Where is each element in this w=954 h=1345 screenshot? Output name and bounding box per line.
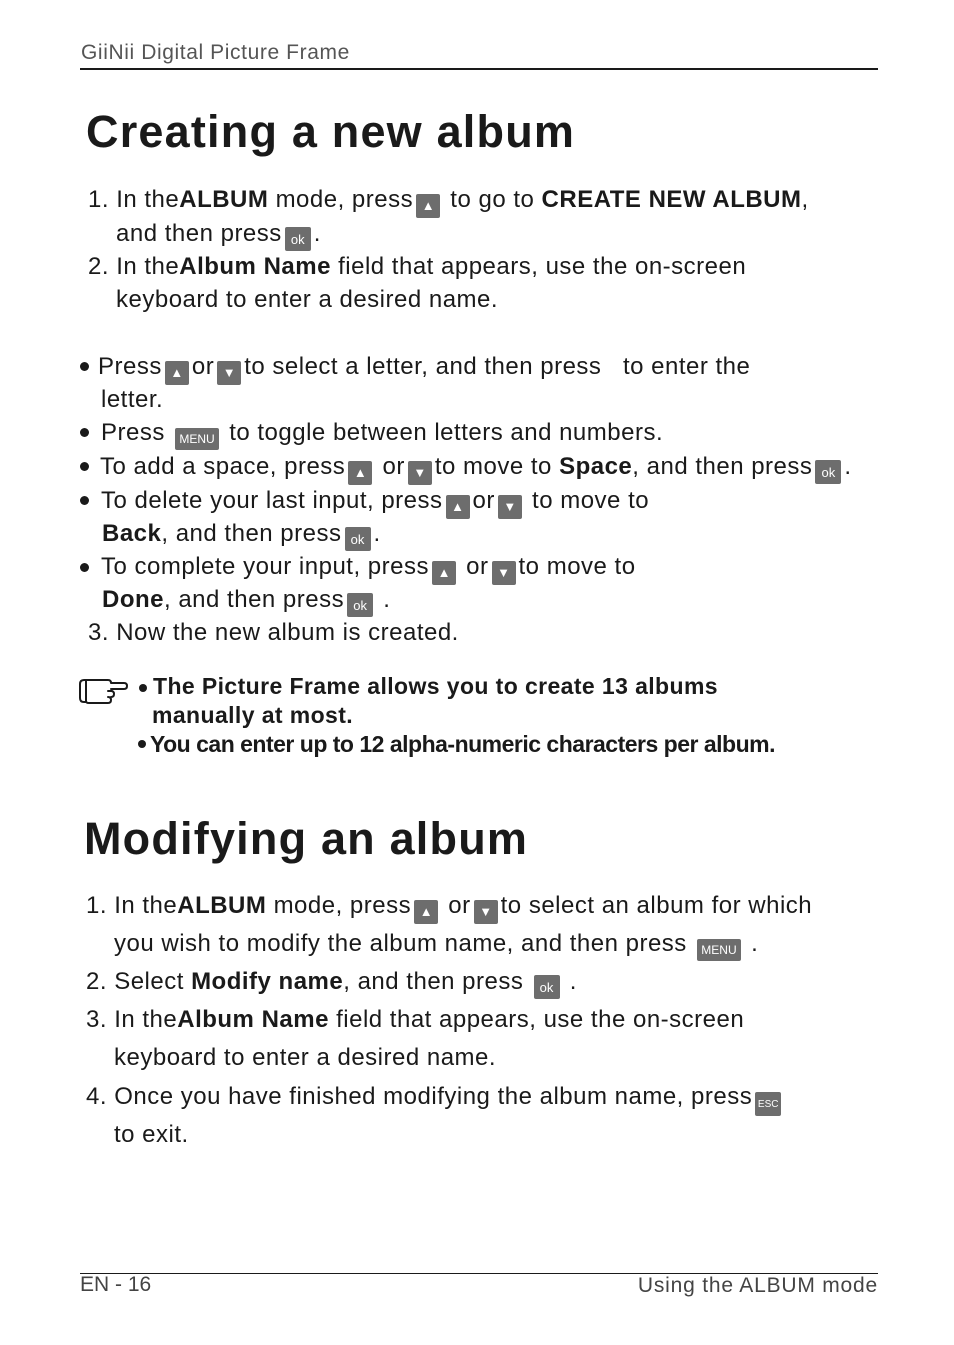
running-footer: Using the ALBUM mode: [637, 1274, 878, 1297]
bullet-text: , and then press: [164, 586, 345, 613]
ok-key-icon: ok: [345, 527, 371, 551]
step-bold: ALBUM: [177, 892, 267, 919]
bullet-text: , and then press: [161, 520, 342, 547]
up-key-icon: ▲: [414, 900, 438, 924]
step-number: 1.: [88, 186, 110, 213]
bullet-bold: Space: [559, 453, 633, 480]
bullet-text: to select a letter, and then press: [244, 353, 602, 380]
step-text: Now the new album is created.: [116, 619, 459, 646]
bullet-3: [100, 452, 852, 485]
create-step-1-line-2: [116, 219, 321, 251]
pointing-hand-icon: [78, 676, 128, 704]
note-1-line-1: The Picture Frame allows you to create 13 albums: [153, 673, 719, 699]
modify-step-3-line-2: keyboard to enter a desired name.: [114, 1044, 497, 1071]
step-text: Select: [114, 968, 184, 995]
bullet-text: To complete your input, press: [101, 553, 429, 580]
step-bold: CREATE NEW ALBUM: [541, 186, 802, 213]
step-text: to go to: [450, 186, 535, 213]
note-1-line-2: manually at most.: [152, 702, 354, 728]
section-heading-modify: Modifying an album: [84, 813, 529, 864]
note-bullet-dot: [139, 684, 147, 692]
menu-key-icon: MENU: [175, 428, 219, 450]
step-bold: Modify name: [191, 968, 344, 995]
bullet-4-line-2: [102, 519, 381, 551]
bullet-4-line-1: [101, 486, 649, 519]
bullet-text: to enter the: [622, 353, 751, 380]
bullet-text: , and then press: [632, 453, 813, 480]
bullet-text: Press: [98, 353, 162, 380]
down-key-icon: ▼: [474, 900, 498, 924]
step-text: you wish to modify the album name, and then press: [114, 930, 687, 957]
up-key-icon: ▲: [416, 194, 440, 218]
bullet-dot: [80, 362, 89, 371]
bullet-text: .: [373, 520, 381, 547]
down-key-icon: ▼: [498, 495, 522, 519]
bullet-5-line-1: [101, 552, 636, 585]
bullet-text: Press: [101, 419, 165, 446]
step-text: In the: [114, 1006, 178, 1033]
modify-step-3-line-1: [86, 1005, 744, 1035]
step-text: and then press: [116, 220, 282, 247]
bullet-text: to move to: [532, 487, 650, 514]
bullet-bold: Back: [102, 520, 162, 547]
down-key-icon: ▼: [217, 361, 241, 385]
step-text: ,: [801, 186, 809, 213]
note-bullet-dot: [138, 740, 146, 748]
step-text: In the: [114, 892, 178, 919]
step-number: 2.: [86, 968, 108, 995]
step-text: Once you have finished modifying the album name, press: [114, 1083, 753, 1110]
step-text: .: [751, 930, 759, 957]
bullet-text: or: [191, 353, 215, 380]
step-text: or: [448, 892, 471, 919]
bullet-text: To delete your last input, press: [101, 487, 443, 514]
step-number: 3.: [88, 619, 110, 646]
step-number: 2.: [88, 253, 110, 280]
step-text: mode, press: [275, 186, 414, 213]
step-number: 4.: [86, 1083, 108, 1110]
bullet-5-line-2: [102, 585, 390, 617]
esc-key-icon: ESC: [755, 1092, 781, 1116]
up-key-icon: ▲: [432, 561, 456, 585]
step-text: .: [569, 968, 577, 995]
up-key-icon: ▲: [348, 461, 372, 485]
step-text: .: [313, 220, 321, 247]
step-text: to select an album for which: [500, 892, 813, 919]
step-bold: Album Name: [177, 1006, 329, 1033]
step-text: In the: [116, 253, 180, 280]
modify-step-1-line-2: [114, 929, 758, 961]
menu-key-icon: MENU: [697, 939, 741, 961]
bullet-text: or: [472, 487, 495, 514]
bullet-dot: [80, 462, 89, 471]
bullet-text: To add a space, press: [100, 453, 346, 480]
step-number: 1.: [86, 892, 108, 919]
bullet-text: to move to: [518, 553, 636, 580]
bullet-bold: Done: [102, 586, 164, 613]
bullet-text: to move to: [434, 453, 552, 480]
up-key-icon: ▲: [165, 361, 189, 385]
create-step-2-line-2: keyboard to enter a desired name.: [116, 286, 499, 313]
bullet-1-line-2: letter.: [101, 386, 164, 413]
down-key-icon: ▼: [408, 461, 432, 485]
bullet-1-line-1: [98, 352, 750, 385]
step-number: 3.: [86, 1006, 108, 1033]
bullet-dot: [80, 428, 89, 437]
create-step-1-line-1: [88, 185, 809, 218]
step-text: field that appears, use the on-screen: [336, 1006, 745, 1033]
step-bold: Album Name: [179, 253, 331, 280]
bullet-text: or: [466, 553, 489, 580]
step-text: field that appears, use the on-screen: [338, 253, 747, 280]
note-2: You can enter up to 12 alpha-numeric characters per album.: [150, 731, 775, 757]
create-step-3: [88, 618, 459, 648]
bullet-dot: [80, 563, 89, 572]
section-heading-create: Creating a new album: [86, 106, 576, 157]
modify-step-4-line-2: to exit.: [114, 1121, 189, 1148]
modify-step-1-line-1: [86, 891, 812, 924]
bullet-dot: [80, 496, 89, 505]
ok-key-icon: ok: [534, 975, 560, 999]
running-header: GiiNii Digital Picture Frame: [81, 41, 350, 64]
page-number: EN - 16: [80, 1273, 152, 1296]
down-key-icon: ▼: [492, 561, 516, 585]
ok-key-icon: ok: [285, 227, 311, 251]
step-text: , and then press: [343, 968, 524, 995]
ok-key-icon: ok: [347, 593, 373, 617]
bullet-text: .: [844, 453, 852, 480]
bullet-text: .: [383, 586, 391, 613]
header-rule: [80, 68, 878, 70]
ok-key-icon: ok: [815, 460, 841, 484]
create-step-2-line-1: [88, 252, 746, 282]
step-bold: ALBUM: [179, 186, 269, 213]
modify-step-4-line-1: [86, 1082, 784, 1116]
step-text: mode, press: [273, 892, 412, 919]
step-text: In the: [116, 186, 180, 213]
modify-step-2: [86, 967, 577, 999]
bullet-2: [101, 418, 663, 450]
up-key-icon: ▲: [446, 495, 470, 519]
bullet-text: to toggle between letters and numbers.: [229, 419, 664, 446]
bullet-text: or: [382, 453, 405, 480]
